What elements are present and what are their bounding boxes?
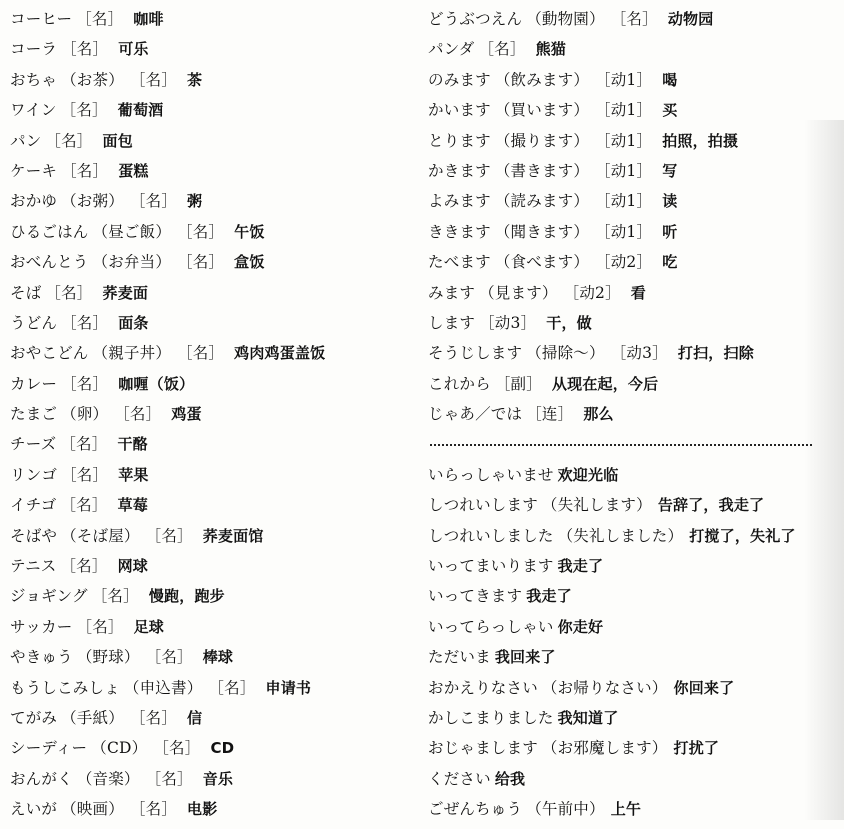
entry-pos: ［名］ <box>91 587 139 606</box>
entry-meaning: 欢迎光临 <box>557 465 619 484</box>
entry-kanji: （音楽） <box>76 769 140 788</box>
phrase-entry <box>428 703 840 733</box>
entry-meaning: 打扫，扫除 <box>677 344 754 363</box>
entry-word: チーズ <box>10 435 57 454</box>
entry-kanji: （お邪魔します） <box>541 739 668 758</box>
dotted-divider <box>428 429 840 459</box>
entry-meaning: 可乐 <box>118 40 149 59</box>
entry-word: コーヒー <box>10 10 73 28</box>
entry-pos: ［名］ <box>478 40 526 59</box>
entry-meaning: 电影 <box>187 800 218 819</box>
entry-pos: ［名］ <box>129 800 178 819</box>
entry-kanji: （お帰りなさい） <box>541 678 668 697</box>
vocab-entry <box>10 369 415 399</box>
entry-meaning: 面条 <box>118 313 149 332</box>
entry-meaning: 吃 <box>662 253 678 272</box>
entry-word: パンダ <box>428 40 475 59</box>
phrase-list <box>428 460 840 825</box>
phrase-entry <box>428 733 840 763</box>
entry-word: ごぜんちゅう <box>428 800 523 819</box>
entry-kanji: （映画） <box>61 800 124 819</box>
entry-kanji: （午前中） <box>526 800 605 819</box>
entry-pos: ［名］ <box>60 496 108 515</box>
entry-meaning: 鸡肉鸡蛋盖饭 <box>234 344 326 363</box>
entry-meaning: 给我 <box>494 769 526 788</box>
entry-meaning: 咖啡 <box>133 10 164 28</box>
vocab-entry <box>10 186 415 216</box>
vocab-entry <box>10 794 415 824</box>
entry-pos: ［名］ <box>208 678 256 697</box>
vocab-entry <box>10 308 415 338</box>
vocab-entry <box>10 217 415 247</box>
entry-word: コーラ <box>10 40 58 59</box>
vocab-entry <box>428 186 840 216</box>
vocab-entry <box>428 126 840 156</box>
entry-meaning: 你走好 <box>557 617 604 636</box>
phrase-entry <box>428 551 840 581</box>
entry-pos: ［名］ <box>145 769 193 788</box>
phrase-entry <box>428 521 840 551</box>
vocab-entry <box>428 95 840 125</box>
entry-meaning: 音乐 <box>202 769 234 788</box>
entry-pos: ［动1］ <box>595 131 653 150</box>
entry-pos: ［名］ <box>45 131 93 150</box>
vocab-entry <box>428 278 840 308</box>
entry-meaning: 草莓 <box>117 496 148 515</box>
entry-kanji: （飲みます） <box>494 70 590 89</box>
entry-word: よみます <box>428 192 491 211</box>
entry-word: サッカー <box>10 617 73 636</box>
entry-word: かきます <box>428 161 491 180</box>
entry-word: いってらっしゃい <box>428 617 554 636</box>
entry-pos: ［名］ <box>60 101 108 120</box>
entry-pos: ［名］ <box>76 10 124 28</box>
entry-word: テニス <box>10 557 57 576</box>
entry-pos: ［动1］ <box>595 222 653 241</box>
vocab-entry <box>428 338 840 368</box>
entry-kanji: （撮ります） <box>494 131 590 150</box>
phrase-entry <box>428 612 840 642</box>
vocab-entry <box>428 308 840 338</box>
entry-pos: ［名］ <box>610 10 658 28</box>
vocab-entry <box>428 247 840 277</box>
entry-pos: ［名］ <box>61 374 109 393</box>
entry-kanji: （CD） <box>91 739 148 758</box>
entry-kanji: （聞きます） <box>494 222 590 241</box>
entry-word: カレー <box>10 374 58 393</box>
entry-word: えいが <box>10 800 58 819</box>
entry-meaning: 荞麦面馆 <box>202 526 264 545</box>
entry-meaning: 慢跑，跑步 <box>148 587 225 606</box>
entry-word: イチゴ <box>10 496 57 515</box>
entry-word: おかゆ <box>10 192 58 211</box>
entry-pos: ［名］ <box>61 161 109 180</box>
entry-word: そうじします <box>428 344 523 363</box>
entry-meaning: 告辞了，我走了 <box>657 496 765 515</box>
entry-meaning: 足球 <box>133 617 165 636</box>
entry-meaning: 茶 <box>187 70 203 89</box>
phrase-entry <box>428 642 840 672</box>
entry-kanji: （お茶） <box>61 70 124 89</box>
entry-pos: ［名］ <box>45 283 93 302</box>
entry-meaning: 我回来了 <box>494 648 556 667</box>
vocab-entry <box>10 65 415 95</box>
entry-kanji: （野球） <box>76 648 140 667</box>
entry-word: リンゴ <box>10 465 58 484</box>
entry-meaning: 苹果 <box>118 465 149 484</box>
entry-word: どうぶつえん <box>428 10 523 28</box>
entry-kanji: （昼ご飯） <box>92 222 172 241</box>
vocab-entry <box>10 399 415 429</box>
entry-meaning: 看 <box>630 283 646 302</box>
entry-meaning: 我知道了 <box>557 708 619 727</box>
entry-kanji: （読みます） <box>494 192 590 211</box>
entry-pos: ［动3］ <box>610 344 668 363</box>
entry-pos: ［名］ <box>129 708 178 727</box>
entry-meaning: 那么 <box>583 405 614 424</box>
vocab-entry <box>10 490 415 520</box>
entry-kanji: （そば屋） <box>61 526 140 545</box>
entry-pos: ［名］ <box>145 526 193 545</box>
vocab-entry <box>428 156 840 186</box>
entry-kanji: （手紙） <box>61 708 124 727</box>
entry-meaning: 粥 <box>187 192 203 211</box>
entry-pos: ［名］ <box>61 40 109 59</box>
entry-meaning: 面包 <box>102 131 133 150</box>
entry-word: たまご <box>10 405 58 424</box>
phrase-entry <box>428 460 840 490</box>
entry-word: おじゃまします <box>428 739 538 758</box>
entry-word: いってきます <box>428 587 523 606</box>
entry-word: とります <box>428 131 491 150</box>
phrase-entry <box>428 673 840 703</box>
entry-word: シーディー <box>10 739 88 758</box>
entry-word: うどん <box>10 313 58 332</box>
vocab-entry <box>10 612 415 642</box>
entry-pos: ［动2］ <box>563 283 621 302</box>
entry-word: おやこどん <box>10 344 89 363</box>
entry-word: じゃあ／では <box>428 405 523 424</box>
entry-word: ただいま <box>428 648 491 667</box>
entry-meaning: 我走了 <box>526 587 572 606</box>
entry-pos: ［名］ <box>60 435 108 454</box>
entry-word: しつれいします <box>428 496 538 515</box>
entry-pos: ［名］ <box>177 344 225 363</box>
entry-kanji: （見ます） <box>479 283 558 302</box>
entry-meaning: 上午 <box>610 800 642 819</box>
entry-word: ください <box>428 769 491 788</box>
entry-meaning: 咖喱（饭） <box>118 374 195 393</box>
entry-kanji: （失礼します） <box>541 496 652 515</box>
vocab-entry <box>10 764 415 794</box>
entry-meaning: 听 <box>662 222 678 241</box>
entry-word: ジョギング <box>10 587 88 606</box>
vocab-entry <box>10 551 415 581</box>
entry-word: おべんとう <box>10 253 89 272</box>
entry-word: たべます <box>428 253 491 272</box>
vocab-entry <box>10 460 415 490</box>
vocab-entry <box>428 369 840 399</box>
entry-word: そば <box>10 283 42 302</box>
entry-word: ケーキ <box>10 161 58 180</box>
entry-meaning: 干酪 <box>117 435 148 454</box>
entry-word: かしこまりました <box>428 708 554 727</box>
entry-kanji: （失礼しました） <box>557 526 684 545</box>
entry-pos: ［名］ <box>145 648 193 667</box>
entry-meaning: 你回来了 <box>673 678 735 697</box>
entry-word: みます <box>428 283 476 302</box>
entry-word: これから <box>428 374 491 393</box>
entry-kanji: （掃除～） <box>526 344 605 363</box>
entry-pos: ［名］ <box>61 465 109 484</box>
vocab-entry <box>428 34 840 64</box>
entry-word: いってまいります <box>428 557 554 576</box>
entry-word: おちゃ <box>10 70 58 89</box>
entry-meaning: 葡萄酒 <box>117 101 164 120</box>
entry-meaning: 蛋糕 <box>118 161 149 180</box>
entry-meaning: 熊猫 <box>535 40 566 59</box>
entry-meaning: 申请书 <box>265 678 312 697</box>
vocab-entry <box>10 34 415 64</box>
vocab-entry <box>10 278 415 308</box>
entry-kanji: （卵） <box>61 405 109 424</box>
entry-meaning: 打搅了，失礼了 <box>689 526 796 545</box>
entry-word: やきゅう <box>10 648 73 667</box>
entry-pos: ［名］ <box>61 313 109 332</box>
entry-word: おんがく <box>10 769 73 788</box>
entry-kanji: （お粥） <box>61 192 124 211</box>
left-vocab-column <box>10 4 415 825</box>
entry-kanji: （書きます） <box>494 161 590 180</box>
entry-kanji: （食べます） <box>494 253 590 272</box>
entry-pos: ［副］ <box>494 374 542 393</box>
entry-meaning: 午饭 <box>234 222 265 241</box>
entry-meaning: CD <box>210 739 235 758</box>
entry-pos: ［名］ <box>114 405 162 424</box>
entry-meaning: 网球 <box>117 557 148 576</box>
entry-word: します <box>428 313 476 332</box>
entry-kanji: （お弁当） <box>92 253 172 272</box>
entry-pos: ［名］ <box>177 253 225 272</box>
entry-pos: ［名］ <box>129 192 178 211</box>
entry-meaning: 打扰了 <box>673 739 720 758</box>
vocab-entry <box>10 126 415 156</box>
vocab-entry <box>10 581 415 611</box>
entry-word: ひるごはん <box>10 222 89 241</box>
entry-word: おかえりなさい <box>428 678 538 697</box>
vocab-entry <box>10 642 415 672</box>
vocab-entry <box>428 217 840 247</box>
vocab-entry <box>10 247 415 277</box>
entry-kanji: （買います） <box>494 101 590 120</box>
entry-meaning: 从现在起，今后 <box>551 374 659 393</box>
vocab-entry <box>10 156 415 186</box>
right-vocab-column <box>428 4 840 825</box>
entry-word: のみます <box>428 70 491 89</box>
entry-meaning: 拍照，拍摄 <box>662 131 739 150</box>
entry-word: もうしこみしょ <box>10 678 120 697</box>
entry-kanji: （申込書） <box>123 678 203 697</box>
phrase-entry <box>428 794 840 824</box>
entry-meaning: 信 <box>187 708 203 727</box>
vocab-entry <box>428 4 840 34</box>
entry-meaning: 我走了 <box>557 557 604 576</box>
entry-meaning: 鸡蛋 <box>171 405 202 424</box>
entry-word: ききます <box>428 222 491 241</box>
entry-pos: ［动3］ <box>479 313 537 332</box>
vocab-entry <box>428 65 840 95</box>
entry-meaning: 买 <box>662 101 678 120</box>
entry-kanji: （動物園） <box>526 10 605 28</box>
entry-meaning: 喝 <box>662 70 678 89</box>
entry-pos: ［名］ <box>60 557 108 576</box>
vocab-entry <box>10 95 415 125</box>
phrase-entry <box>428 490 840 520</box>
entry-pos: ［名］ <box>76 617 124 636</box>
entry-pos: ［动1］ <box>595 70 653 89</box>
vocab-entry <box>10 338 415 368</box>
entry-word: しつれいしました <box>428 526 554 545</box>
entry-meaning: 写 <box>662 161 678 180</box>
entry-meaning: 读 <box>662 192 678 211</box>
vocab-entry <box>10 4 415 34</box>
entry-word: てがみ <box>10 708 58 727</box>
phrase-entry <box>428 764 840 794</box>
entry-pos: ［动1］ <box>595 101 653 120</box>
entry-kanji: （親子丼） <box>92 344 172 363</box>
entry-meaning: 荞麦面 <box>102 283 149 302</box>
entry-pos: ［名］ <box>153 739 201 758</box>
entry-word: そばや <box>10 526 58 545</box>
entry-pos: ［名］ <box>177 222 225 241</box>
entry-word: ワイン <box>10 101 57 120</box>
entry-meaning: 棒球 <box>202 648 234 667</box>
entry-pos: ［动1］ <box>595 192 653 211</box>
page-edge-shadow <box>804 120 844 820</box>
entry-meaning: 盒饭 <box>234 253 265 272</box>
entry-word: パン <box>10 131 42 150</box>
vocab-entry <box>10 673 415 703</box>
vocab-entry <box>10 703 415 733</box>
vocab-entry <box>10 521 415 551</box>
entry-word: いらっしゃいませ <box>428 465 554 484</box>
entry-meaning: 动物园 <box>667 10 714 28</box>
entry-pos: ［动1］ <box>595 161 653 180</box>
entry-word: かいます <box>428 101 491 120</box>
entry-pos: ［连］ <box>526 405 574 424</box>
vocab-entry <box>10 733 415 763</box>
entry-pos: ［名］ <box>129 70 178 89</box>
right-vocab-list <box>428 4 840 429</box>
vocab-entry <box>10 429 415 459</box>
entry-meaning: 干，做 <box>546 313 592 332</box>
vocab-entry <box>428 399 840 429</box>
phrase-entry <box>428 581 840 611</box>
entry-pos: ［动2］ <box>595 253 653 272</box>
